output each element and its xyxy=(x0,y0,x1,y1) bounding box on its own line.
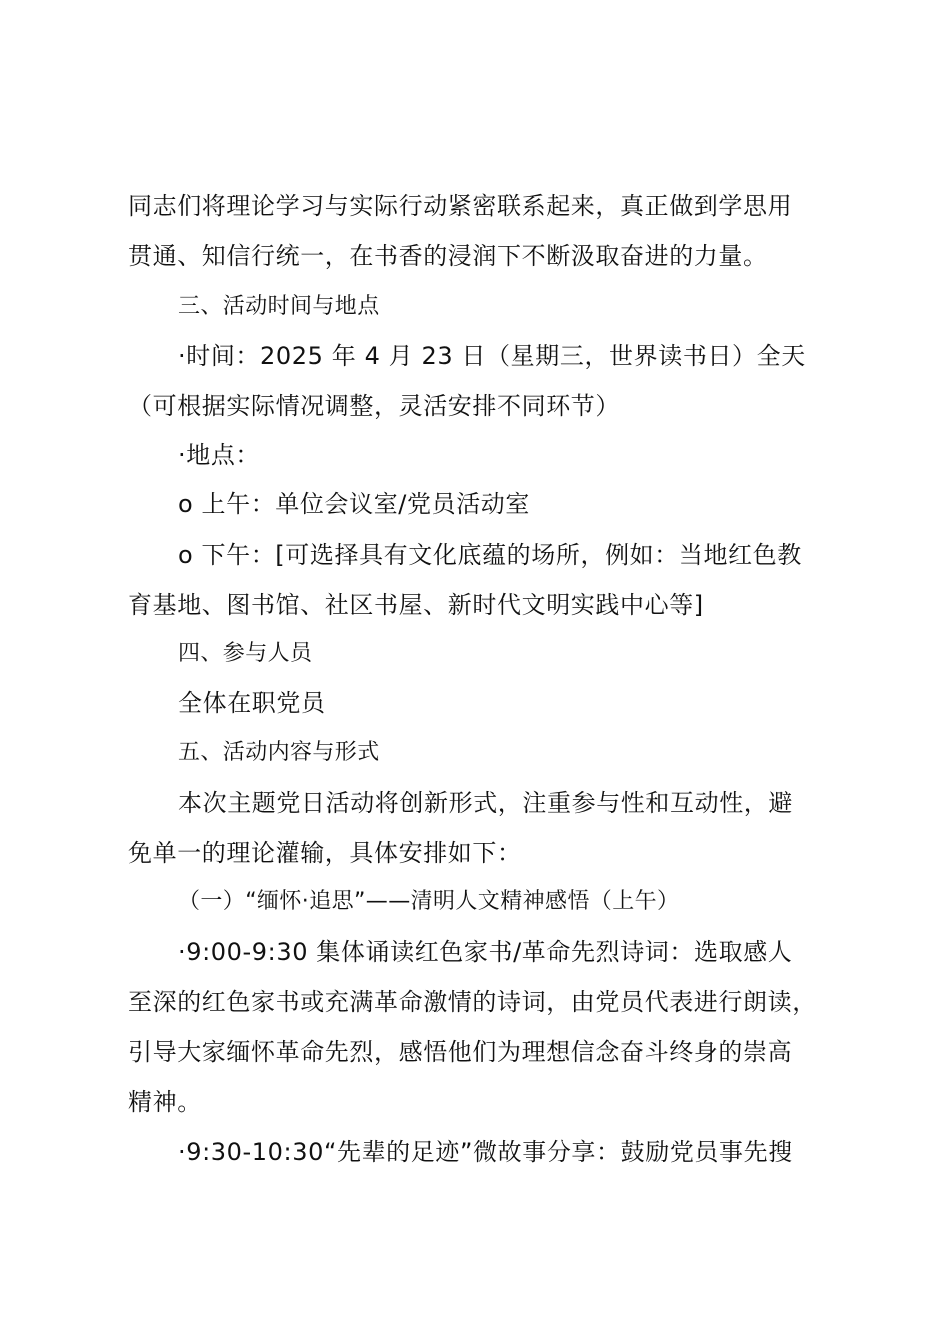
schedule-item: ·9:00-9:30 集体诵读红色家书/革命先烈诗词：选取感人 xyxy=(178,938,793,966)
place-morning: o 上午：单位会议室/党员活动室 xyxy=(178,490,530,518)
paragraph-line: 同志们将理论学习与实际行动紧密联系起来，真正做到学思用 xyxy=(128,192,793,220)
section-heading-participants: 四、参与人员 xyxy=(178,641,313,666)
paragraph-line: 至深的红色家书或充满革命激情的诗词，由党员代表进行朗读， xyxy=(128,988,817,1016)
place-afternoon: o 下午：[可选择具有文化底蕴的场所，例如：当地红色教 xyxy=(178,541,802,569)
paragraph-line: 育基地、图书馆、社区书屋、新时代文明实践中心等] xyxy=(128,591,704,619)
section-heading-time-place: 三、活动时间与地点 xyxy=(178,294,380,319)
paragraph-line: 免单一的理论灌输，具体安排如下： xyxy=(128,839,522,867)
section-heading-content-format: 五、活动内容与形式 xyxy=(178,740,380,765)
paragraph-line: 本次主题党日活动将创新形式，注重参与性和互动性，避 xyxy=(178,789,793,817)
paragraph-line: 贯通、知信行统一，在书香的浸润下不断汲取奋进的力量。 xyxy=(128,242,768,270)
paragraph-line: （可根据实际情况调整，灵活安排不同环节） xyxy=(128,392,620,420)
paragraph-line: 精神。 xyxy=(128,1088,202,1116)
subsection-heading: （一）“缅怀·追思”——清明人文精神感悟（上午） xyxy=(178,889,680,914)
participants-text: 全体在职党员 xyxy=(178,689,326,717)
paragraph-line: 引导大家缅怀革命先烈，感悟他们为理想信念奋斗终身的崇高 xyxy=(128,1038,793,1066)
place-item: ·地点： xyxy=(178,441,261,469)
schedule-item: ·9:30-10:30“先辈的足迹”微故事分享：鼓励党员事先搜 xyxy=(178,1138,793,1166)
time-item: ·时间：2025 年 4 月 23 日（星期三，世界读书日）全天 xyxy=(178,342,806,370)
